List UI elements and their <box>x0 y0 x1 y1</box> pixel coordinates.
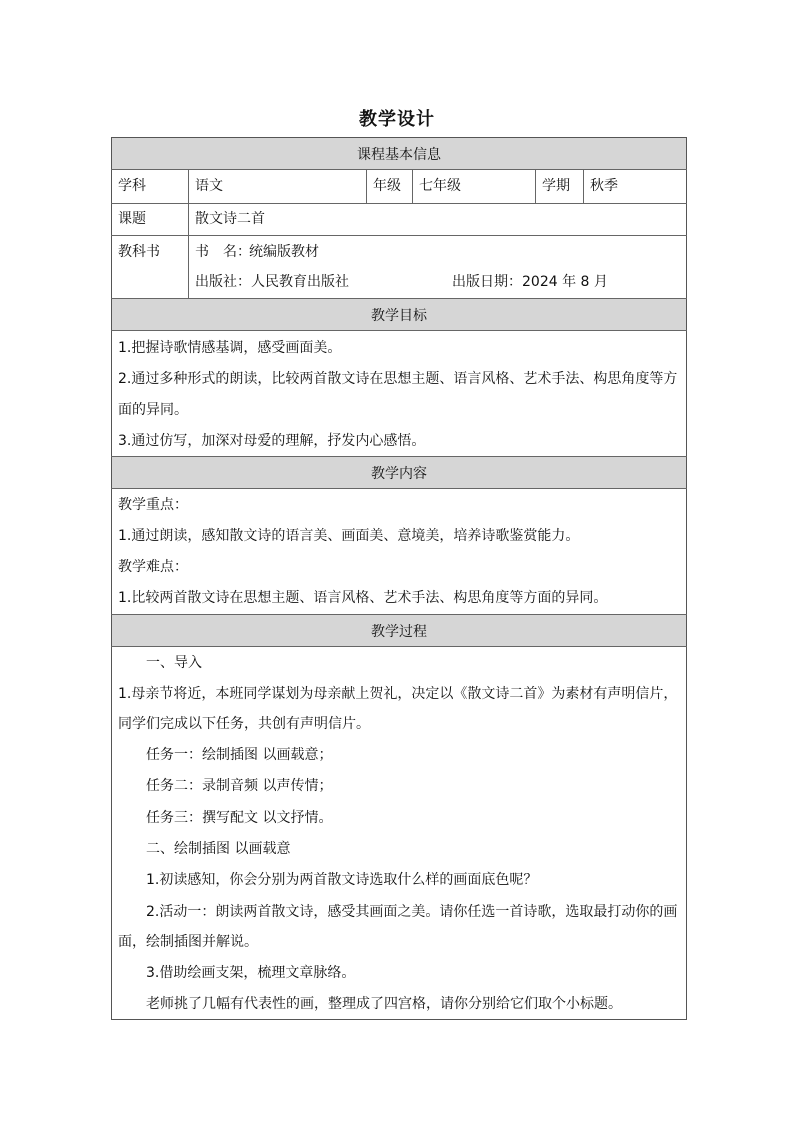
section-header-basic-info: 课程基本信息 <box>112 138 686 169</box>
section-header-content: 教学内容 <box>112 457 686 488</box>
section-header-objectives: 教学目标 <box>112 299 686 330</box>
objective-line: 面的异同。 <box>118 402 188 418</box>
page-title: 教学设计 <box>359 109 435 130</box>
book-name-label: 书 名： <box>195 244 251 260</box>
process-line: 1.母亲节将近，本班同学谋划为母亲献上贺礼，决定以《散文诗二首》为素材有声明信片， <box>118 686 678 702</box>
publisher: 出版社：人民教育出版社 <box>195 274 349 290</box>
process-line: 任务二：录制音频 以声传情； <box>146 778 333 794</box>
grid-line <box>111 330 687 331</box>
process-line: 同学们完成以下任务，共创有声明信片。 <box>118 716 370 732</box>
grid-line <box>111 235 687 236</box>
publish-date: 出版日期：2024 年 8 月 <box>452 274 608 290</box>
grid-line <box>583 169 584 203</box>
topic-label: 课题 <box>118 211 146 227</box>
topic-value: 散文诗二首 <box>195 211 265 227</box>
grid-line <box>111 646 687 647</box>
grid-line <box>111 169 687 170</box>
grid-line <box>535 169 536 203</box>
objective-line: 3.通过仿写，加深对母爱的理解，抒发内心感悟。 <box>118 433 426 449</box>
grid-line <box>111 298 687 299</box>
process-line: 2.活动一：朗读两首散文诗，感受其画面之美。请你任选一首诗歌，选取最打动你的画 <box>146 904 678 920</box>
content-line: 1.比较两首散文诗在思想主题、语言风格、艺术手法、构思角度等方面的异同。 <box>118 590 608 606</box>
content-line: 教学重点： <box>118 497 188 513</box>
process-line: 面，绘制插图并解说。 <box>118 934 258 950</box>
process-line: 二、绘制插图 以画载意 <box>146 841 291 857</box>
grade-label: 年级 <box>373 178 401 194</box>
section-header-process: 教学过程 <box>112 615 686 646</box>
process-line: 老师挑了几幅有代表性的画，整理成了四宫格，请你分别给它们取个小标题。 <box>146 996 622 1012</box>
process-line: 任务三：撰写配文 以文抒情。 <box>146 810 333 826</box>
content-line: 教学难点： <box>118 559 188 575</box>
grid-line <box>366 169 367 203</box>
process-line: 1.初读感知，你会分别为两首散文诗选取什么样的画面底色呢？ <box>146 872 538 888</box>
textbook-label: 教科书 <box>118 244 160 260</box>
objective-line: 1.把握诗歌情感基调，感受画面美。 <box>118 340 342 356</box>
grid-line <box>111 456 687 457</box>
term-value: 秋季 <box>590 178 618 194</box>
subject-value: 语文 <box>195 178 223 194</box>
process-line: 一、导入 <box>146 655 202 671</box>
content-line: 1.通过朗读，感知散文诗的语言美、画面美、意境美，培养诗歌鉴赏能力。 <box>118 528 580 544</box>
grid-line <box>188 169 189 298</box>
grid-line <box>111 488 687 489</box>
grid-line <box>412 169 413 203</box>
objective-line: 2.通过多种形式的朗读，比较两首散文诗在思想主题、语言风格、艺术手法、构思角度等方 <box>118 371 678 387</box>
subject-label: 学科 <box>118 178 146 194</box>
grade-value: 七年级 <box>419 178 461 194</box>
grid-line <box>111 203 687 204</box>
process-line: 3.借助绘画支架，梳理文章脉络。 <box>146 965 356 981</box>
grid-line <box>111 614 687 615</box>
term-label: 学期 <box>542 178 570 194</box>
process-line: 任务一：绘制插图 以画载意； <box>146 747 333 763</box>
book-name-value: 统编版教材 <box>249 244 319 260</box>
